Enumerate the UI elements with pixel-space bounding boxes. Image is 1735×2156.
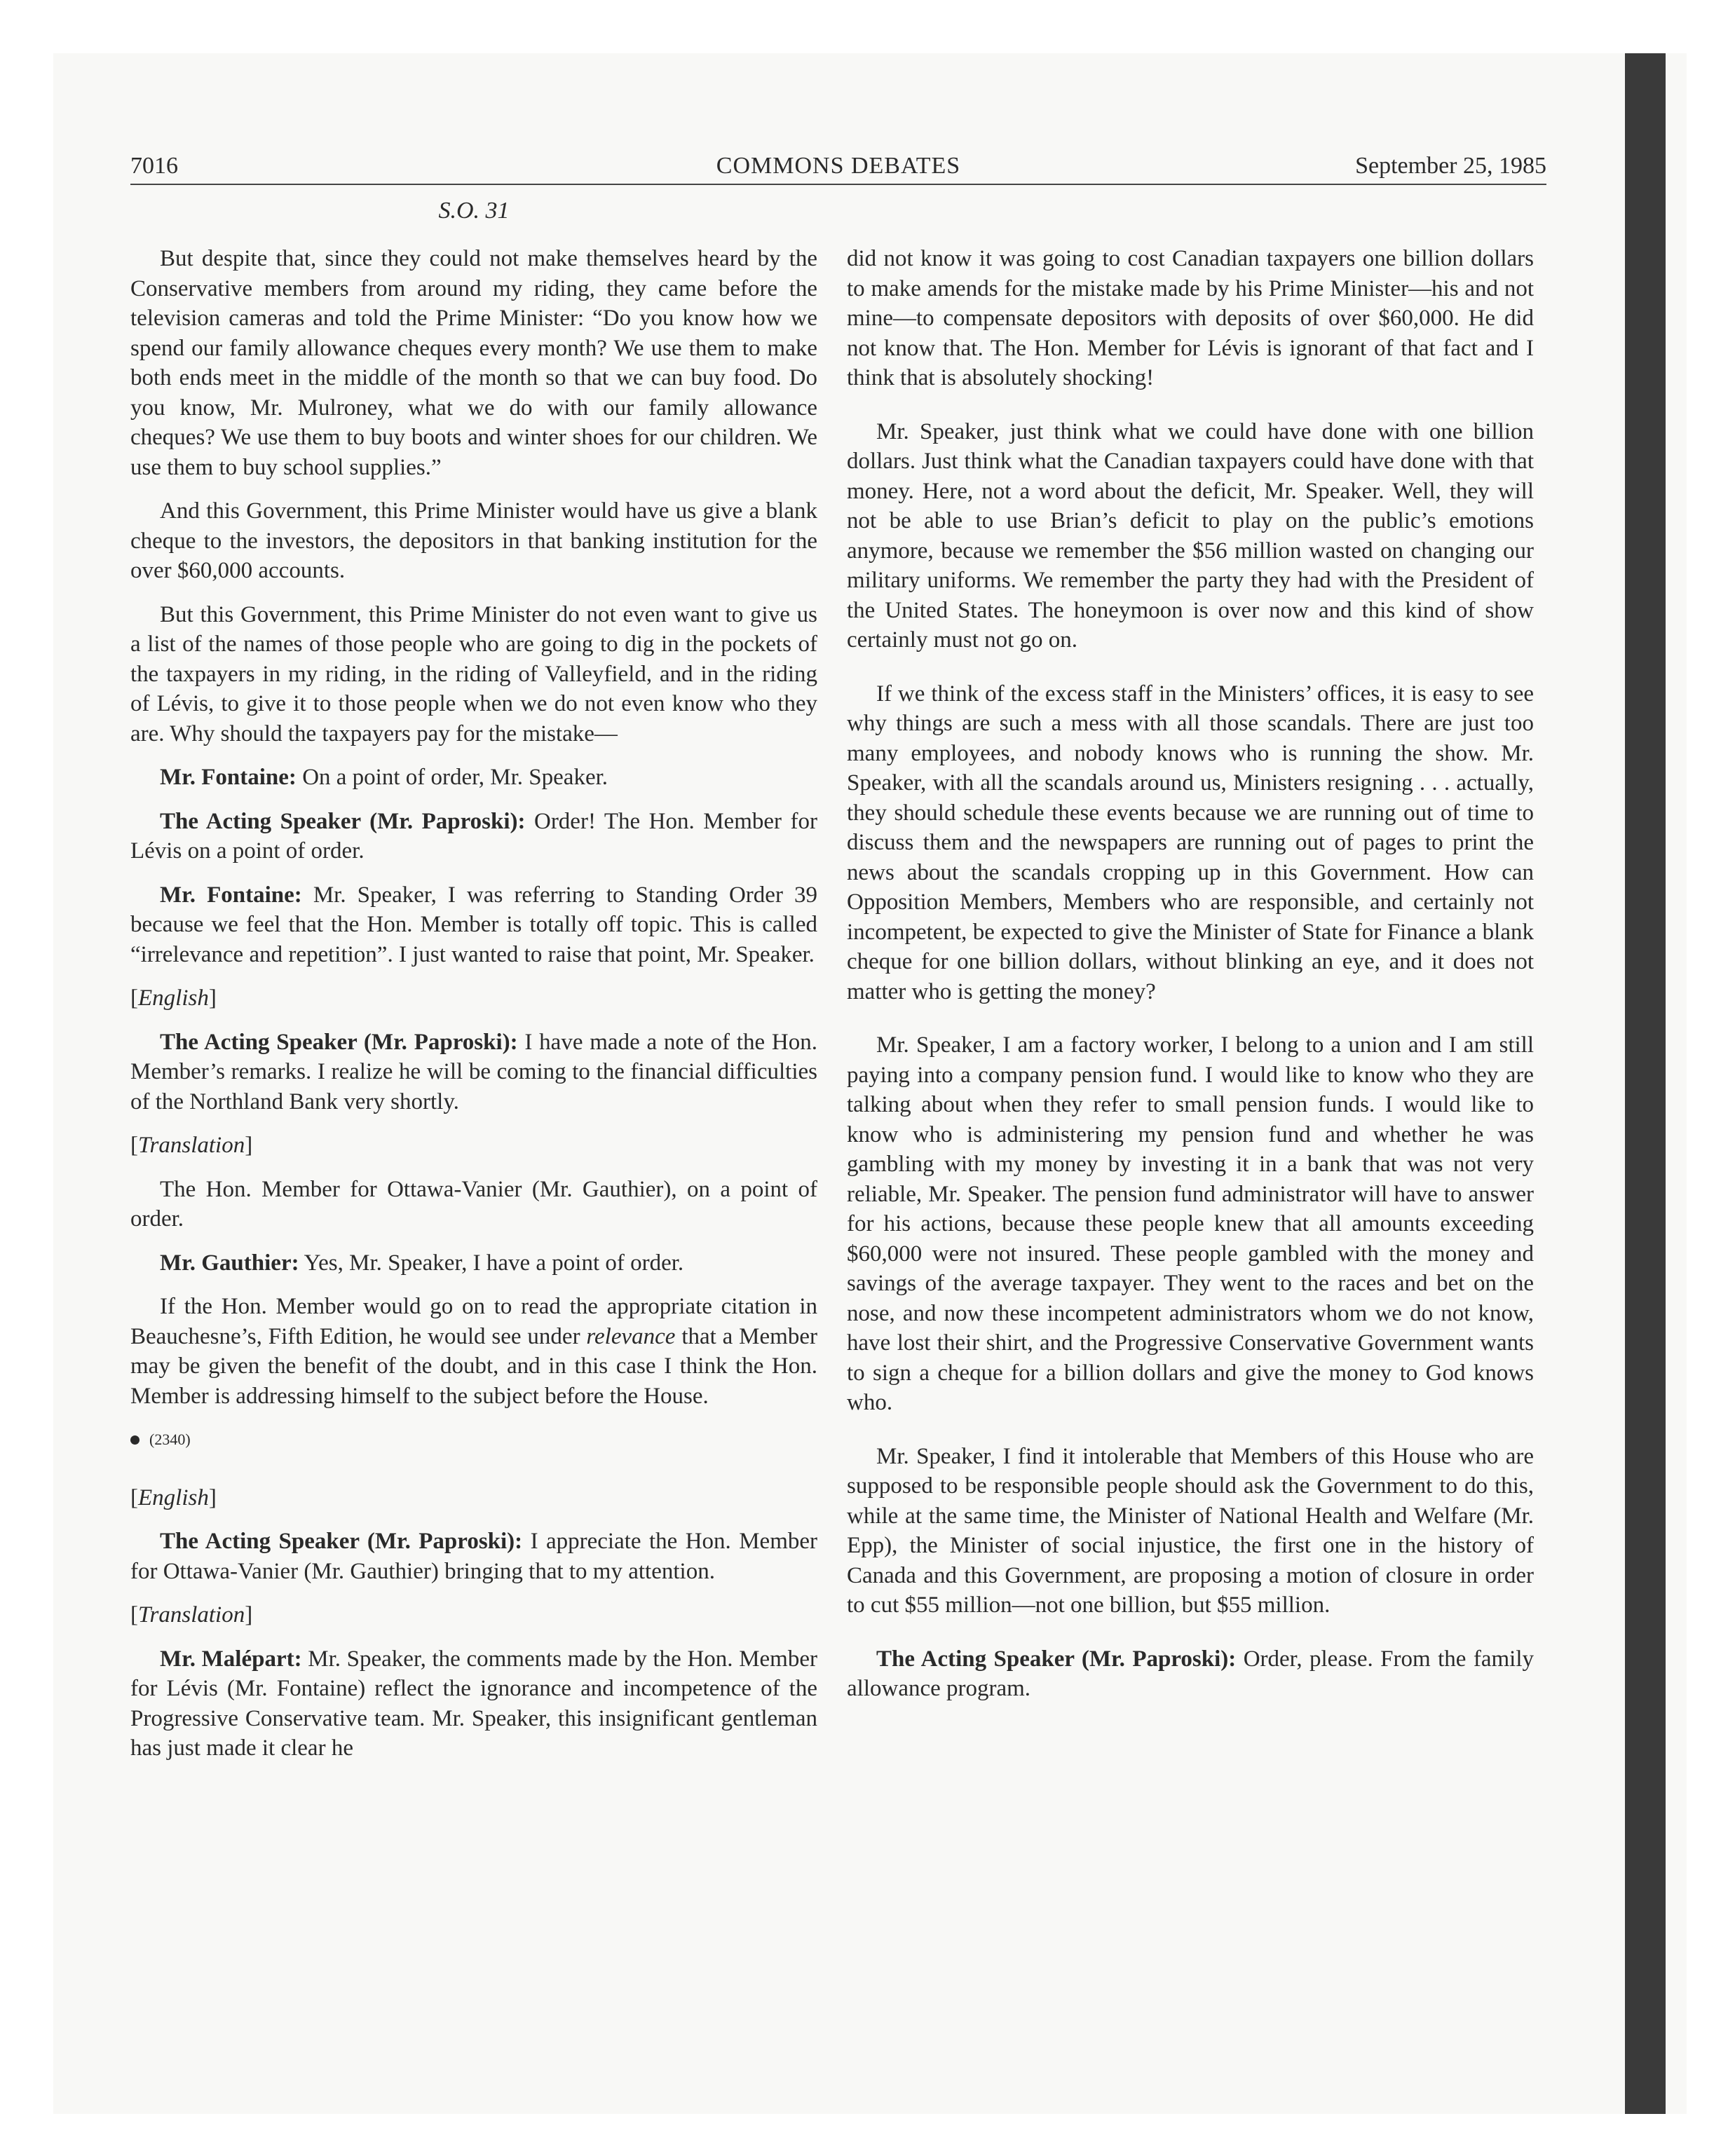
speech-paragraph xyxy=(130,807,817,866)
paragraph: If we think of the excess staff in the Ministers’ offices, it is easy to see why things are such a mess with all those scandals. There are just too many employees, and nobody knows who is running the show. Mr. Speaker, with all the scandals around us, Ministers resigning . . . actually, they should schedule these events because we are running out of time to discuss them and the newspapers are running out of pages to print the news about the scandals cropping up in this Government. How can Opposition Members, Members who are responsible, and certainly not incompetent, be expected to give the Minister of State for Finance a blank cheque for one billion dollars, without blinking an eye, and it does not matter who is getting the money? xyxy=(847,681,1534,1004)
speaker-name: The Acting Speaker (Mr. Paproski): xyxy=(160,1529,523,1554)
paragraph: Mr. Speaker, just think what we could have done with one billion dollars. Just think what the Canadian taxpayers could have done with that money. Here, not a word about the deficit, Mr. Speaker. Well, they will not be able to use Brian’s deficit to play on the public’s emotions anymore, because we remember the $56 million wasted on changing our military uniforms. We remember the party they had with the President of the United States. The honeymoon is over now and this kind of show certainly must not go on. xyxy=(847,418,1534,653)
language-tag-text: English xyxy=(138,985,209,1011)
language-tag: [English] xyxy=(130,1485,217,1510)
language-tag: [Translation] xyxy=(130,1133,253,1158)
header-date: September 25, 1985 xyxy=(1355,153,1546,179)
speech-text: Mr. Speaker, the comments made by the Hon. Member for Lévis (Mr. Fontaine) reflect the ignorance and incompetence of the Progressive Conservative team. Mr. Speaker, this insignificant gentleman has just made it clear he xyxy=(130,1646,817,1761)
speaker-name: Mr. Gauthier: xyxy=(160,1250,299,1276)
journal-title: COMMONS DEBATES xyxy=(716,153,961,179)
paragraph: But despite that, since they could not make themselves heard by the Conservative members from around my riding, they came before the television cameras and told the Prime Minister: “Do you know how we spend our family allowance cheques every month? We use them to make both ends meet in the middle of the month so that we can buy food. Do you know, Mr. Mulroney, what we do with our family allowance cheques? We use them to buy boots and winter shoes for our children. We use them to buy school supplies.” xyxy=(130,246,817,480)
speech-text: I appreciate the Hon. Member for Ottawa-Vanier (Mr. Gauthier) bringing that to my attention. xyxy=(130,1529,817,1584)
speech-paragraph xyxy=(847,1644,1534,1704)
speaker-name: Mr. Fontaine: xyxy=(160,882,302,908)
speaker-name: The Acting Speaker (Mr. Paproski): xyxy=(160,1029,518,1055)
speech-paragraph xyxy=(130,880,817,970)
speech-text: Order, please. From the family allowance program. xyxy=(847,1646,1534,1701)
paragraph xyxy=(130,1292,817,1411)
speech-text: Order! The Hon. Member for Lévis on a point of order. xyxy=(130,808,817,864)
paragraph: But this Government, this Prime Minister do not even want to give us a list of the names of those people who are going to dig in the pockets of the taxpayers in my riding, in the riding of Valleyfield, and in the riding of Lévis, to give it to those people when we do not even know who they are. Why should the taxpayers pay for the mistake— xyxy=(130,601,817,746)
speech-paragraph xyxy=(130,1527,817,1586)
paragraph: Mr. Speaker, I am a factory worker, I belong to a union and I am still paying into a company pension fund. I would like to know who they are talking about when they refer to small pension funds. I would like to know who is administering my pension fund and whether he was gambling with my money by investing it in a bank that was not very reliable, Mr. Speaker. The pension fund administrator will have to answer for his actions, because these people knew that all amounts exceeding $60,000 were not insured. These people gambled with the money and savings of the average taxpayer. They went to the races and bet on the nose, and now these incompetent administrators whom we do not know, have lost their shirt, and the Progressive Conservative Government wants to sign a cheque for a billion dollars and give the money to God knows who. xyxy=(847,1032,1534,1415)
language-tag-text: English xyxy=(138,1485,209,1510)
paragraph: The Hon. Member for Ottawa-Vanier (Mr. Gauthier), on a point of order. xyxy=(130,1176,817,1231)
time-marker-text: (2340) xyxy=(149,1431,191,1448)
section-label: S.O. 31 xyxy=(438,198,510,224)
speech-paragraph xyxy=(130,1028,817,1117)
paragraph: And this Government, this Prime Minister would have us give a blank cheque to the investors, the depositors in that banking institution for the over $60,000 accounts. xyxy=(130,498,817,583)
page-number: 7016 xyxy=(130,153,178,179)
time-marker xyxy=(130,1425,817,1455)
page-header xyxy=(130,149,1546,185)
language-tag-text: Translation xyxy=(138,1133,245,1158)
paragraph-text: that a Member may be given the benefit of the doubt, and in this case I think the Hon. Member is addressing himself to the subject before the House. xyxy=(130,1323,817,1409)
right-column xyxy=(847,244,1534,1728)
bullet-icon xyxy=(130,1435,140,1445)
speaker-name: Mr. Fontaine: xyxy=(160,765,297,790)
paragraph-text: If the Hon. Member would go on to read the appropriate citation in Beauchesne’s, Fifth Edition, he would see under xyxy=(130,1294,817,1349)
italic-term: relevance xyxy=(586,1323,676,1349)
speech-paragraph xyxy=(130,763,817,793)
paragraph-continued: did not know it was going to cost Canadian taxpayers one billion dollars to make amends for the mistake made by his Prime Minister—his and not mine—to compensate depositors with deposits of over $60,000. He did not know that. The Hon. Member for Lévis is ignorant of that fact and I think that is absolutely shocking! xyxy=(847,246,1534,390)
language-tag: [English] xyxy=(130,985,217,1011)
speaker-name: The Acting Speaker (Mr. Paproski): xyxy=(876,1646,1237,1672)
speaker-name: Mr. Malépart: xyxy=(160,1646,302,1672)
language-tag-text: Translation xyxy=(138,1602,245,1628)
speech-text: Mr. Speaker, I was referring to Standing Order 39 because we feel that the Hon. Member is totally off topic. This is called “irrelevance and repetition”. I just wanted to raise that point, Mr. Speaker. xyxy=(130,882,817,967)
speech-paragraph xyxy=(130,1248,817,1278)
paragraph: Mr. Speaker, I find it intolerable that Members of this House who are supposed to be responsible people should ask the Government to do this, while at the same time, the Minister of National Health and Welfare (Mr. Epp), the Minister of social injustice, the first one in the history of Canada and this Government, are proposing a motion of closure in order to cut $55 million—not one billion, but $55 million. xyxy=(847,1443,1534,1618)
language-tag: [Translation] xyxy=(130,1602,253,1628)
speech-paragraph xyxy=(130,1644,817,1763)
speaker-name: The Acting Speaker (Mr. Paproski): xyxy=(160,808,526,834)
speech-text: On a point of order, Mr. Speaker. xyxy=(296,765,608,790)
scanner-edge-shadow xyxy=(1625,53,1666,2114)
left-column xyxy=(130,244,817,1778)
speech-text: I have made a note of the Hon. Member’s remarks. I realize he will be coming to the financial difficulties of the Northland Bank very shortly. xyxy=(130,1029,817,1114)
speech-text: Yes, Mr. Speaker, I have a point of order. xyxy=(299,1250,684,1276)
